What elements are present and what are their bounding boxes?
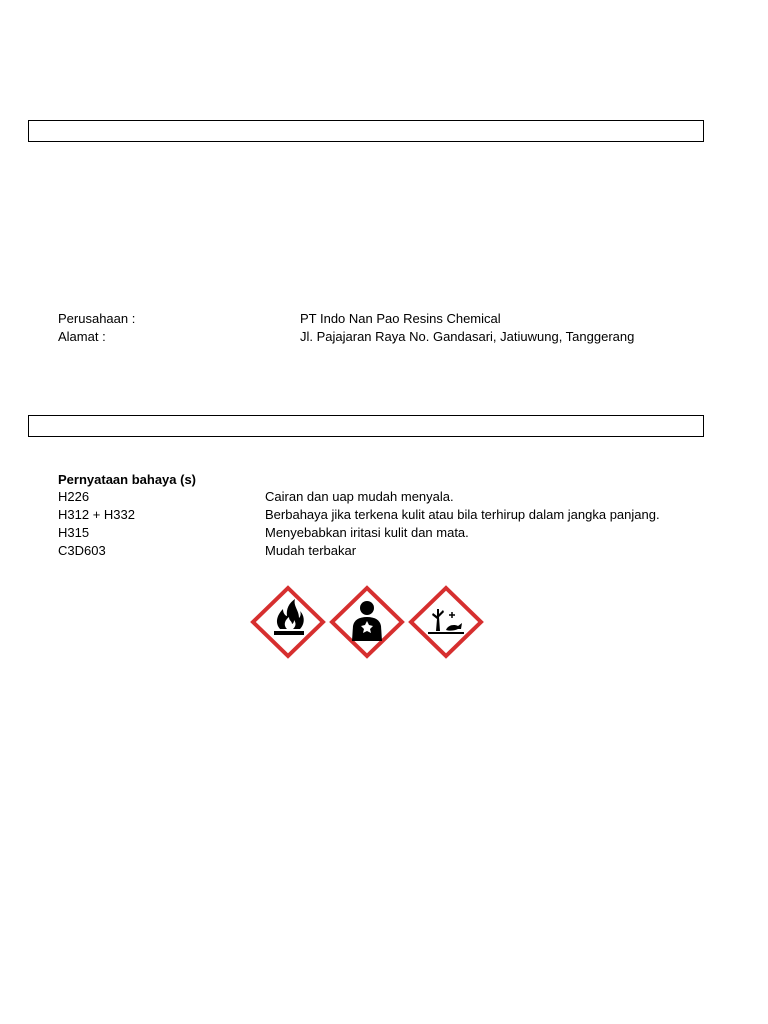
hazard-text: Mudah terbakar — [265, 543, 357, 558]
company-value: PT Indo Nan Pao Resins Chemical — [300, 311, 501, 326]
section-header-box-1 — [28, 120, 704, 142]
hazard-code: H226 — [58, 489, 90, 504]
section-header-box-2 — [28, 415, 704, 437]
hazard-text: Cairan dan uap mudah menyala. — [265, 489, 454, 504]
address-value: Jl. Pajajaran Raya No. Gandasari, Jatiuwung, Tanggerang — [300, 329, 635, 344]
hazard-code: H312 + H332 — [58, 507, 135, 522]
hazard-code: H315 — [58, 525, 90, 540]
hazard-code: C3D603 — [58, 543, 106, 558]
company-label: Perusahaan : — [58, 311, 136, 326]
hazard-text: Berbahaya jika terkena kulit atau bila terhirup dalam jangka panjang. — [265, 507, 660, 522]
ghs-pictograms — [250, 585, 486, 659]
health-hazard-icon — [329, 585, 405, 659]
address-label: Alamat : — [58, 329, 106, 344]
hazard-statements-heading: Pernyataan bahaya (s) — [58, 472, 197, 487]
environment-hazard-icon — [408, 585, 484, 659]
hazard-text: Menyebabkan iritasi kulit dan mata. — [265, 525, 469, 540]
flame-icon — [250, 585, 326, 659]
